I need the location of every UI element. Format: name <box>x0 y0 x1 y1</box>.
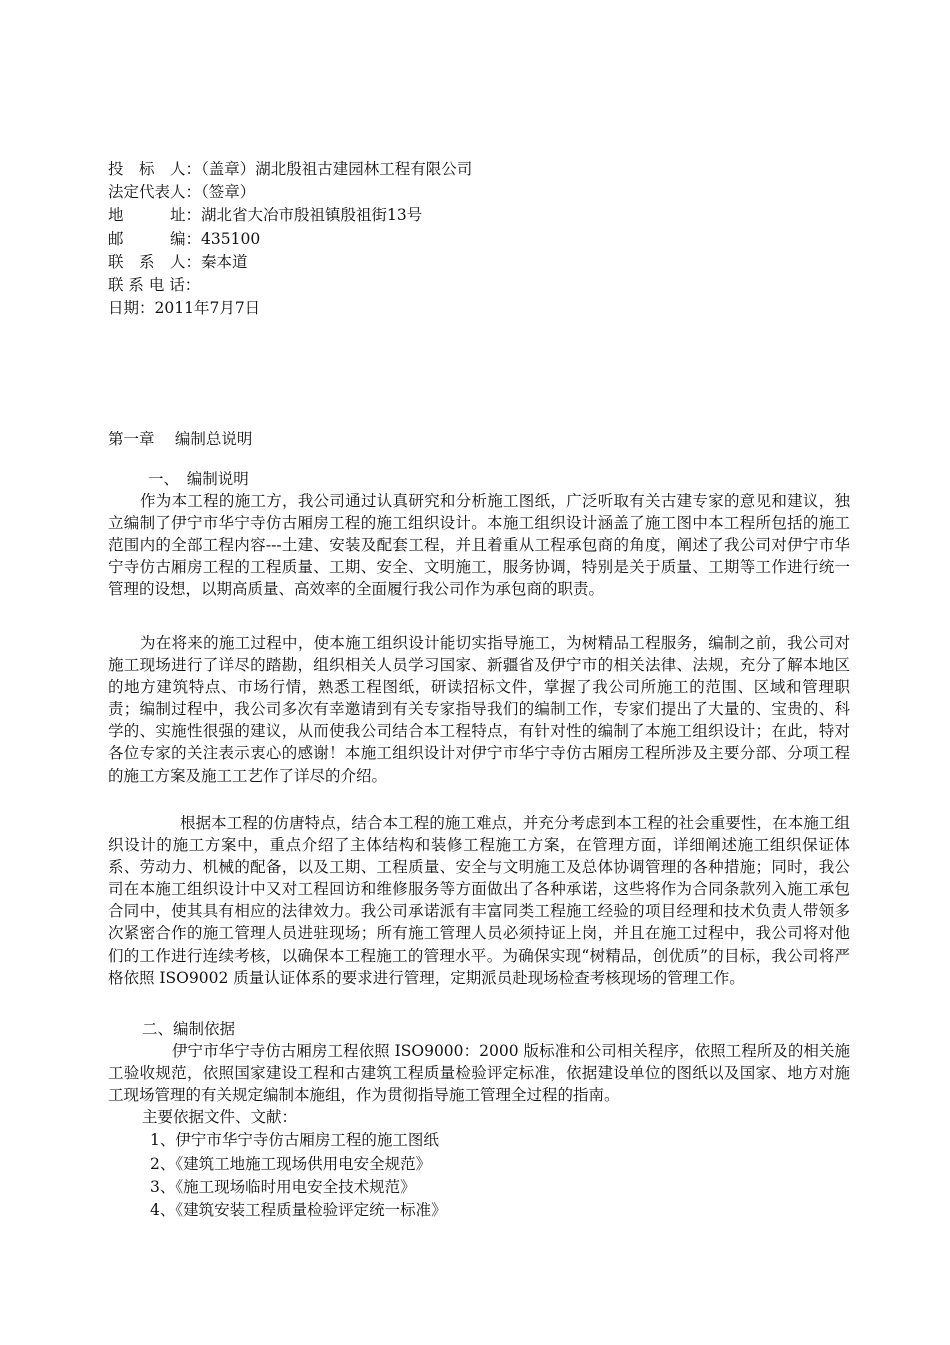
section-heading-1: 一、 编制说明 <box>148 470 249 488</box>
contact-line <box>108 251 248 273</box>
date-label: 日期： <box>108 299 155 317</box>
reference-item: 2、《建筑工地施工现场供用电安全规范》 <box>150 1155 432 1173</box>
contact-label: 联 系 人： <box>108 253 202 271</box>
address-label: 地 址： <box>108 206 202 224</box>
postcode-value: 435100 <box>201 230 261 248</box>
phone-line <box>108 274 200 296</box>
reference-item: 1、伊宁市华宁寺仿古厢房工程的施工图纸 <box>150 1131 439 1149</box>
legal-rep-value: （签章） <box>201 183 256 201</box>
paragraph-4: 伊宁市华宁寺仿古厢房工程依照 ISO9000：2000 版标准和公司相关程序，依照工程所及的相关施工验收规范，依照国家建设工程和古建筑工程质量检验评定标准，依据建设单位的图纸以及国家、地方对施工现场管理的有关规定编制本施组，作为贯彻指导施工管理全过程的指南。 <box>108 1042 850 1105</box>
section-heading-2: 二、编制依据 <box>142 1020 236 1038</box>
date-value: 2011年7月7日 <box>154 299 261 317</box>
bidder-line <box>108 158 472 180</box>
bidder-label: 投 标 人： <box>108 160 202 178</box>
chapter-title: 第一章 编制总说明 <box>108 430 253 448</box>
date-line <box>108 297 260 319</box>
reference-item: 3、《施工现场临时用电安全技术规范》 <box>150 1178 416 1196</box>
postcode-label: 邮 编： <box>108 230 202 248</box>
legal-rep-label: 法定代表人： <box>108 183 202 201</box>
references-heading: 主要依据文件、文献： <box>142 1108 298 1126</box>
bidder-value: （盖章）湖北殷祖古建园林工程有限公司 <box>201 160 473 178</box>
contact-value: 秦本道 <box>201 253 248 271</box>
paragraph-1: 作为本工程的施工方，我公司通过认真研究和分析施工图纸，广泛听取有关古建专家的意见和建议，独立编制了伊宁市华宁寺仿古厢房工程的施工组织设计。本施工组织设计涵盖了施工图中本工程所包括的施工范围内的全部工程内容---土建、安装及配套工程，并且着重从工程承包商的角度，阐述了我公司对伊宁市华宁寺仿古厢房工程的工程质量、工期、安全、文明施工，服务协调，特别是关于质量、工期等工作进行统一管理的设想，以期高质量、高效率的全面履行我公司作为承包商的职责。 <box>108 492 850 599</box>
phone-label: 联 系 电 话： <box>108 276 201 294</box>
legal-rep-line <box>108 181 255 203</box>
reference-item: 4、《建筑安装工程质量检验评定统一标准》 <box>150 1201 447 1219</box>
address-line <box>108 204 422 226</box>
address-value: 湖北省大冶市殷祖镇殷祖街13号 <box>201 206 423 224</box>
paragraph-2: 为在将来的施工过程中，使本施工组织设计能切实指导施工，为树精品工程服务，编制之前，我公司对施工现场进行了详尽的踏勘，组织相关人员学习国家、新疆省及伊宁市的相关法律、法规，充分了解本地区的地方建筑特点、市场行情，熟悉工程图纸，研读招标文件，掌握了我公司所施工的范围、区域和管理职责；编制过程中，我公司多次有幸邀请到有关专家指导我们的编制工作，专家们提出了大量的、宝贵的、科学的、实施性很强的建议，从而使我公司结合本工程特点，有针对性的编制了本施工组织设计；在此，特对各位专家的关注表示衷心的感谢！本施工组织设计对伊宁市华宁寺仿古厢房工程所涉及主要分部、分项工程的施工方案及施工工艺作了详尽的介绍。 <box>108 634 850 785</box>
paragraph-3: 根据本工程的仿唐特点，结合本工程的施工难点，并充分考虑到本工程的社会重要性，在本施工组织设计的施工方案中，重点介绍了主体结构和装修工程施工方案，在管理方面，详细阐述施工组织保证体系、劳动力、机械的配备，以及工期、工程质量、安全与文明施工及总体协调管理的各种措施；同时，我公司在本施工组织设计中又对工程回访和维修服务等方面做出了各种承诺，这些将作为合同条款列入施工承包合同中，使其具有相应的法律效力。我公司承诺派有丰富同类工程施工经验的项目经理和技术负责人带领多次紧密合作的施工管理人员进驻现场；所有施工管理人员必须持证上岗，并且在施工过程中，我公司将对他们的工作进行连续考核，以确保本工程施工的管理水平。为确保实现“树精品，创优质”的目标，我公司将严格依照 ISO9002 质量认证体系的要求进行管理，定期派员赴现场检查考核现场的管理工作。 <box>108 814 850 987</box>
postcode-line <box>108 228 260 250</box>
